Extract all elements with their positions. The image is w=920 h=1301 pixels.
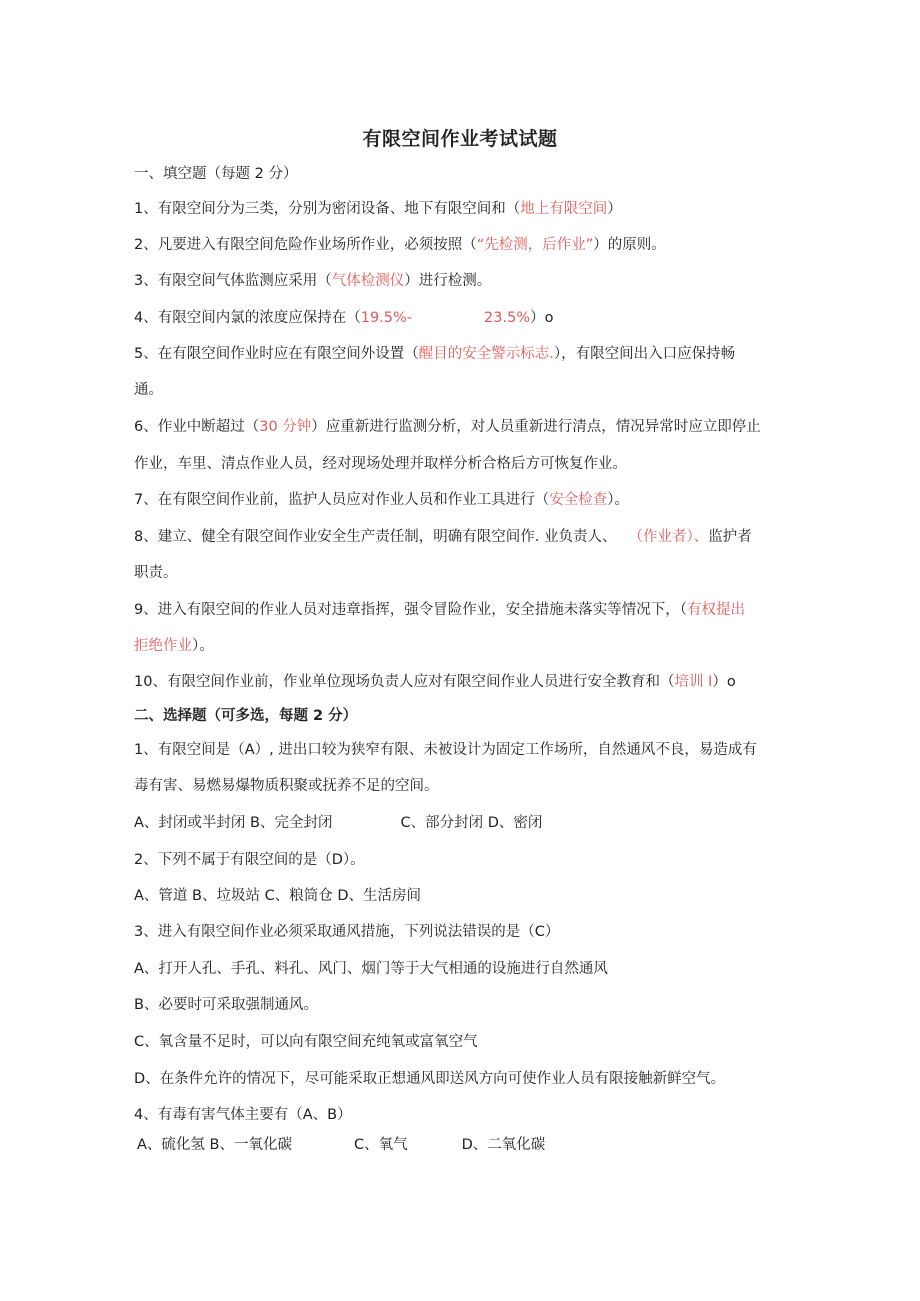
choice-question-4: 4、有毒有害气体主要有（A、B） <box>134 1107 352 1123</box>
choice-question-1: 1、有限空间是（A）, 进出口较为狭窄有限、未被设计为固定工作场所，自然通风不良，易造成有 <box>134 742 757 758</box>
fill-question-1: 1、有限空间分为三类，分别为密闭设备、地下有限空间和（地上有限空间） <box>134 201 622 217</box>
answer: “先检测，后作业” <box>476 237 594 253</box>
choice-question-1-options: A、封闭或半封闭 B、完全封闭 C、部分封闭 D、密闭 <box>134 815 543 831</box>
choice-question-3-option-c: C、氧含量不足时，可以向有限空间充纯氧或富氧空气 <box>134 1034 478 1050</box>
choice-question-2: 2、下列不属于有限空间的是（D）。 <box>134 852 365 868</box>
answer: 培训 I <box>674 674 713 690</box>
section1-heading: 一、填空题（每题 2 分） <box>134 166 298 182</box>
page-title: 有限空间作业考试试题 <box>362 128 558 150</box>
fill-question-8: 8、建立、健全有限空间作业安全生产责任制，明确有限空间作. 业负责人、 （作业者）、监护者 <box>134 529 752 545</box>
fill-question-7: 7、在有限空间作业前，监护人员应对作业人员和作业工具进行（安全检查）。 <box>134 492 629 508</box>
fill-question-5: 5、在有限空间作业时应在有限空间外设置（醒目的安全警示标志.），有限空间出入口应保持畅 <box>134 346 736 362</box>
section2-heading: 二、选择题（可多选，每题 2 分） <box>134 708 358 724</box>
fill-question-4: 4、有限空间内氯的浓度应保持在（19.5%- 23.5%）o <box>134 310 554 326</box>
choice-question-3-option-d: D、在条件允许的情况下，尽可能采取正想通风即送风方向可使作业人员有限接触新鲜空气。 <box>134 1071 726 1087</box>
choice-question-3-option-a: A、打开人孔、手孔、料孔、风门、烟门等于大气相通的设施进行自然通风 <box>134 961 608 977</box>
answer: 30 分钟 <box>259 419 312 435</box>
fill-question-3: 3、有限空间气体监测应采用（气体检测仪）进行检测。 <box>134 273 492 289</box>
fill-question-6: 6、作业中断超过（30 分钟）应重新进行监测分析，对人员重新进行清点，情况异常时应立即停止 <box>134 419 761 435</box>
fill-question-8-cont: 职责。 <box>134 565 178 581</box>
fill-question-9: 9、进入有限空间的作业人员对违章指挥，强令冒险作业，安全措施未落实等情况下，（有权提出 <box>134 602 745 618</box>
answer: 19.5%- <box>360 310 413 326</box>
answer: 醒目的安全警示标志. <box>418 346 554 362</box>
answer: 地上有限空间 <box>520 201 608 217</box>
choice-question-1-cont: 毒有害、易燃易爆物质积聚或抚养不足的空间。 <box>134 778 439 794</box>
answer: 安全检查 <box>549 492 608 508</box>
choice-question-4-options: A、硫化氢 B、一氧化碳 C、氧气 D、二氧化碳 <box>137 1137 546 1153</box>
choice-question-3: 3、进入有限空间作业必须采取通风措施，下列说法错误的是（C） <box>134 924 560 940</box>
answer: 23.5% <box>484 310 531 326</box>
answer: 气体检测仪 <box>331 273 405 289</box>
fill-question-9-cont: 拒绝作业）。 <box>134 638 214 654</box>
choice-question-2-options: A、管道 B、垃圾站 C、粮筒仓 D、生活房间 <box>134 888 421 904</box>
answer: 有权提出 <box>686 602 745 618</box>
fill-question-2: 2、凡要进入有限空间危险作业场所作业，必须按照（“先检测，后作业”）的原则。 <box>134 237 666 253</box>
choice-question-3-option-b: B、必要时可采取强制通风。 <box>134 997 318 1013</box>
answer: 拒绝作业 <box>134 638 192 654</box>
fill-question-10: 10、有限空间作业前，作业单位现场负责人应对有限空间作业人员进行安全教育和（培训 I）o <box>134 674 736 690</box>
fill-question-5-cont: 通。 <box>134 382 163 398</box>
fill-question-6-cont: 作业，车里、清点作业人员，经对现场处理并取样分析合格后方可恢复作业。 <box>134 456 627 472</box>
answer: （作业者）、 <box>628 529 709 545</box>
